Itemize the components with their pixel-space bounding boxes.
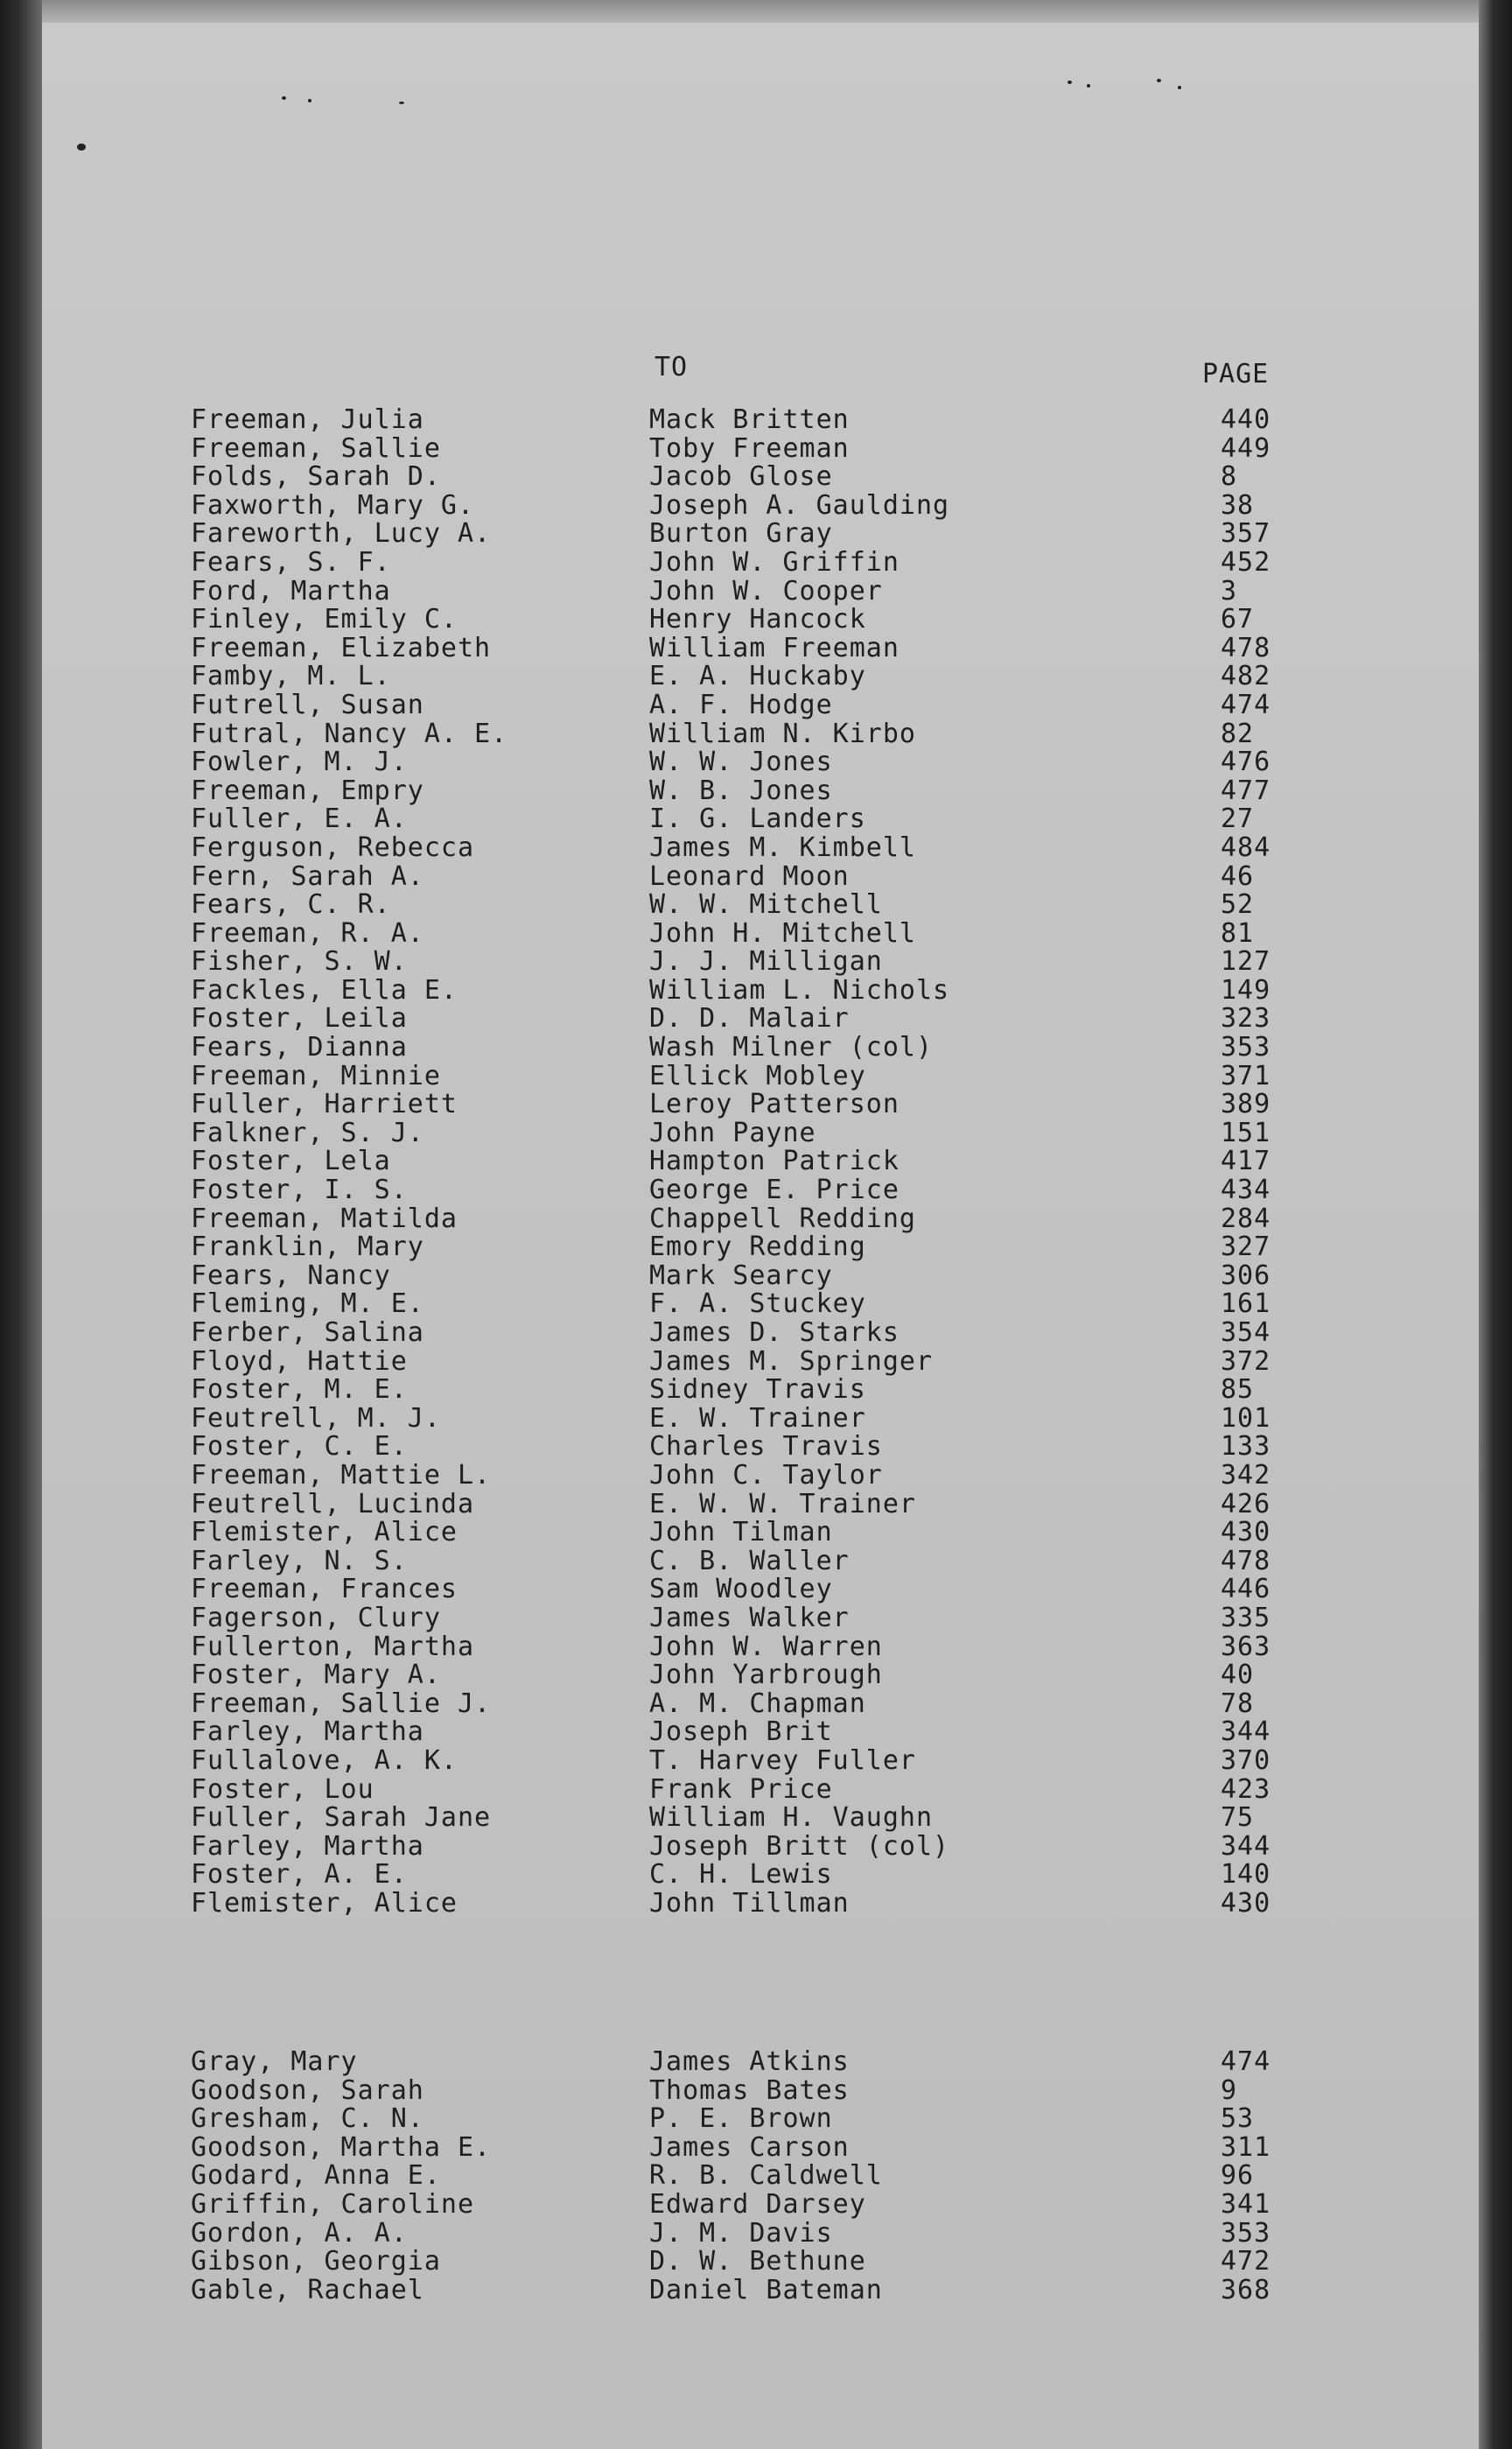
page-number: 52 [1221, 889, 1255, 921]
to-name: Joseph Brit [649, 1716, 833, 1748]
index-row [0, 1688, 1512, 1717]
to-name: Joseph A. Gaulding [649, 489, 950, 521]
index-row [0, 1061, 1512, 1090]
to-name: R. B. Caldwell [649, 2160, 883, 2192]
page-number: 417 [1221, 1146, 1271, 1177]
index-row [0, 1631, 1512, 1660]
to-name: Burton Gray [649, 518, 833, 550]
person-name: Gable, Rachael [191, 2274, 424, 2305]
page-number: 323 [1221, 1003, 1271, 1035]
to-name: William H. Vaughn [649, 1802, 934, 1834]
index-row [0, 2246, 1512, 2275]
page-number: 446 [1221, 1574, 1271, 1605]
scan-speck [308, 99, 312, 102]
page-number: 9 [1221, 2074, 1238, 2106]
to-name: Jacob Glose [649, 461, 833, 493]
index-row [0, 803, 1512, 835]
person-name: Foster, I. S. [191, 1175, 408, 1206]
page-number: 357 [1221, 518, 1271, 550]
to-name: Charles Travis [649, 1431, 883, 1463]
page-number: 372 [1221, 1345, 1271, 1377]
to-name: Wash Milner (col) [649, 1032, 934, 1063]
index-row [0, 1859, 1512, 1891]
to-name: James M. Springer [649, 1345, 934, 1377]
page-number: 430 [1221, 1517, 1271, 1548]
page-number: 368 [1221, 2274, 1271, 2305]
scan-speck [77, 144, 86, 151]
to-name: C. B. Waller [649, 1545, 850, 1576]
to-name: Sam Woodley [649, 1574, 833, 1605]
person-name: Godard, Anna E. [191, 2160, 441, 2192]
person-name: Freeman, Julia [191, 404, 424, 435]
index-row [0, 1888, 1512, 1917]
page-number: 344 [1221, 1716, 1271, 1748]
index-row [0, 604, 1512, 633]
index-row [0, 1288, 1512, 1320]
person-name: Fullerton, Martha [191, 1631, 475, 1662]
index-row [0, 433, 1512, 462]
page-number: 8 [1221, 461, 1238, 493]
page-number: 426 [1221, 1488, 1271, 1519]
person-name: Goodson, Sarah [191, 2074, 424, 2106]
person-name: Foster, Lela [191, 1146, 391, 1177]
page-number: 423 [1221, 1773, 1271, 1805]
to-name: John Payne [649, 1117, 816, 1148]
index-row [0, 1232, 1512, 1263]
to-name: Ellick Mobley [649, 1060, 866, 1091]
person-name: Farley, N. S. [191, 1545, 408, 1576]
index-row [0, 2075, 1512, 2104]
person-name: Ford, Martha [191, 575, 391, 607]
person-name: Fisher, S. W. [191, 946, 408, 978]
to-name: John W. Warren [649, 1631, 883, 1662]
page-number: 75 [1221, 1802, 1255, 1834]
to-name: Toby Freeman [649, 432, 850, 464]
person-name: Fears, C. R. [191, 889, 391, 921]
person-name: Fullalove, A. K. [191, 1744, 458, 1776]
to-name: A. F. Hodge [649, 689, 833, 720]
to-name: James D. Starks [649, 1317, 900, 1348]
page-number: 85 [1221, 1374, 1255, 1406]
index-row [0, 404, 1512, 433]
person-name: Futrell, Susan [191, 689, 424, 720]
page-number: 434 [1221, 1175, 1271, 1206]
person-name: Falkner, S. J. [191, 1117, 424, 1148]
person-name: Ferguson, Rebecca [191, 832, 475, 863]
index-row [0, 1517, 1512, 1546]
page-number: 440 [1221, 404, 1271, 435]
index-row [0, 1003, 1512, 1035]
person-name: Freeman, Sallie [191, 432, 441, 464]
to-name: William L. Nichols [649, 974, 950, 1006]
page-number: 389 [1221, 1089, 1271, 1120]
person-name: Fleming, M. E. [191, 1288, 424, 1320]
person-name: Fuller, Harriett [191, 1089, 458, 1120]
index-row [0, 461, 1512, 493]
person-name: Foster, Leila [191, 1003, 408, 1035]
person-name: Floyd, Hattie [191, 1345, 408, 1377]
to-name: D. W. Bethune [649, 2246, 866, 2277]
index-row [0, 1260, 1512, 1289]
to-name: Leonard Moon [649, 860, 850, 892]
index-row [0, 690, 1512, 719]
person-name: Gordon, A. A. [191, 2217, 408, 2249]
page-number: 371 [1221, 1060, 1271, 1091]
person-name: Freeman, Matilda [191, 1203, 458, 1234]
column-header-to: TO [654, 352, 689, 382]
index-row [0, 1203, 1512, 1232]
index-row [0, 1603, 1512, 1631]
index-row [0, 1660, 1512, 1691]
page-number: 449 [1221, 432, 1271, 464]
person-name: Freeman, R. A. [191, 917, 424, 949]
page-number: 82 [1221, 718, 1255, 749]
index-row [0, 2275, 1512, 2304]
to-name: F. A. Stuckey [649, 1288, 866, 1320]
person-name: Fareworth, Lucy A. [191, 518, 492, 550]
page-number: 430 [1221, 1887, 1271, 1919]
person-name: Famby, M. L. [191, 661, 391, 692]
person-name: Gresham, C. N. [191, 2103, 424, 2135]
index-row [0, 1403, 1512, 1432]
page-number: 484 [1221, 832, 1271, 863]
page-number: 341 [1221, 2188, 1271, 2220]
person-name: Farley, Martha [191, 1830, 424, 1862]
to-name: Thomas Bates [649, 2074, 850, 2106]
to-name: W. B. Jones [649, 775, 833, 806]
person-name: Freeman, Empry [191, 775, 424, 806]
to-name: John Tilman [649, 1517, 833, 1548]
page-number: 127 [1221, 946, 1271, 978]
to-name: Mark Searcy [649, 1260, 833, 1291]
index-row [0, 861, 1512, 890]
person-name: Flemister, Alice [191, 1517, 458, 1548]
page-number: 335 [1221, 1602, 1271, 1633]
person-name: Freeman, Mattie L. [191, 1459, 492, 1491]
person-name: Freeman, Sallie J. [191, 1688, 492, 1719]
person-name: Gray, Mary [191, 2046, 358, 2077]
to-name: J. M. Davis [649, 2217, 833, 2249]
to-name: Sidney Travis [649, 1374, 866, 1406]
page-number: 140 [1221, 1859, 1271, 1891]
to-name: E. W. W. Trainer [649, 1488, 916, 1519]
to-name: Leroy Patterson [649, 1089, 900, 1120]
index-row [0, 1089, 1512, 1118]
to-name: Edward Darsey [649, 2188, 866, 2220]
to-name: James Carson [649, 2131, 850, 2163]
index-row [0, 1431, 1512, 1463]
page-number: 53 [1221, 2103, 1255, 2135]
scan-speck [282, 96, 286, 100]
to-name: John Tillman [649, 1887, 850, 1919]
to-name: John W. Griffin [649, 546, 900, 578]
person-name: Foster, A. E. [191, 1859, 408, 1891]
to-name: Emory Redding [649, 1232, 866, 1263]
page-number: 306 [1221, 1260, 1271, 1291]
index-row [0, 775, 1512, 804]
page-number: 477 [1221, 775, 1271, 806]
person-name: Feutrell, Lucinda [191, 1488, 475, 1519]
page-number: 284 [1221, 1203, 1271, 1234]
index-row [0, 747, 1512, 778]
page-number: 78 [1221, 1688, 1255, 1719]
scan-speck [1178, 86, 1181, 89]
to-name: D. D. Malair [649, 1003, 850, 1035]
to-name: Daniel Bateman [649, 2274, 883, 2305]
page-number: 353 [1221, 2217, 1271, 2249]
page-number: 344 [1221, 1830, 1271, 1862]
index-row [0, 576, 1512, 605]
to-name: John C. Taylor [649, 1459, 883, 1491]
page-number: 149 [1221, 974, 1271, 1006]
index-row [0, 633, 1512, 662]
index-row [0, 1716, 1512, 1748]
index-row [0, 661, 1512, 690]
index-row [0, 1489, 1512, 1518]
to-name: I. G. Landers [649, 803, 866, 835]
person-name: Griffin, Caroline [191, 2188, 475, 2220]
index-row [0, 1374, 1512, 1406]
page-number: 161 [1221, 1288, 1271, 1320]
scan-top-edge [0, 0, 1512, 23]
scan-speck [1087, 84, 1090, 88]
person-name: Fuller, E. A. [191, 803, 408, 835]
person-name: Freeman, Minnie [191, 1060, 441, 1091]
to-name: John H. Mitchell [649, 917, 916, 949]
person-name: Fern, Sarah A. [191, 860, 424, 892]
person-name: Farley, Martha [191, 1716, 424, 1748]
to-name: J. J. Milligan [649, 946, 883, 978]
scan-speck [1157, 79, 1161, 82]
to-name: E. A. Huckaby [649, 661, 866, 692]
person-name: Freeman, Elizabeth [191, 632, 492, 663]
index-row [0, 1460, 1512, 1489]
page-number: 327 [1221, 1232, 1271, 1263]
to-name: John W. Cooper [649, 575, 883, 607]
index-row [0, 518, 1512, 550]
index-row [0, 2103, 1512, 2135]
page-number: 478 [1221, 1545, 1271, 1576]
index-row [0, 2160, 1512, 2192]
person-name: Fagerson, Clury [191, 1602, 441, 1633]
to-name: C. H. Lewis [649, 1859, 833, 1891]
person-name: Ferber, Salina [191, 1317, 424, 1348]
person-name: Foster, Mary A. [191, 1660, 441, 1691]
page-number: 342 [1221, 1459, 1271, 1491]
page-number: 101 [1221, 1402, 1271, 1434]
person-name: Finley, Emily C. [191, 604, 458, 635]
scan-speck [399, 102, 404, 104]
person-name: Franklin, Mary [191, 1232, 424, 1263]
page-number: 363 [1221, 1631, 1271, 1662]
index-row [0, 1574, 1512, 1603]
person-name: Futral, Nancy A. E. [191, 718, 508, 749]
page-number: 38 [1221, 489, 1255, 521]
index-row [0, 889, 1512, 921]
to-name: Chappell Redding [649, 1203, 916, 1234]
index-row [0, 1546, 1512, 1575]
page-number: 133 [1221, 1431, 1271, 1463]
page-number: 311 [1221, 2131, 1271, 2163]
index-row [0, 1175, 1512, 1206]
person-name: Feutrell, M. J. [191, 1402, 441, 1434]
person-name: Fowler, M. J. [191, 747, 408, 778]
to-name: James Walker [649, 1602, 850, 1633]
person-name: Faxworth, Mary G. [191, 489, 475, 521]
page-number: 474 [1221, 2046, 1271, 2077]
index-row [0, 918, 1512, 947]
page-number: 40 [1221, 1660, 1255, 1691]
page-number: 354 [1221, 1317, 1271, 1348]
to-name: William N. Kirbo [649, 718, 916, 749]
page-number: 472 [1221, 2246, 1271, 2277]
person-name: Foster, Lou [191, 1773, 374, 1805]
to-name: William Freeman [649, 632, 900, 663]
page-number: 46 [1221, 860, 1255, 892]
index-row [0, 1774, 1512, 1803]
to-name: James Atkins [649, 2046, 850, 2077]
to-name: John Yarbrough [649, 1660, 883, 1691]
index-row [0, 490, 1512, 519]
person-name: Fears, S. F. [191, 546, 391, 578]
to-name: A. M. Chapman [649, 1688, 866, 1719]
to-name: George E. Price [649, 1175, 900, 1206]
person-name: Fackles, Ella E. [191, 974, 458, 1006]
index-row [0, 1802, 1512, 1834]
index-row [0, 1831, 1512, 1860]
index-row [0, 1346, 1512, 1375]
scan-speck [1068, 81, 1072, 84]
page-number: 96 [1221, 2160, 1255, 2192]
index-row [0, 1118, 1512, 1147]
person-name: Fuller, Sarah Jane [191, 1802, 492, 1834]
to-name: Henry Hancock [649, 604, 866, 635]
index-row [0, 2046, 1512, 2075]
to-name: W. W. Mitchell [649, 889, 883, 921]
person-name: Gibson, Georgia [191, 2246, 441, 2277]
index-row [0, 975, 1512, 1004]
index-row [0, 1317, 1512, 1346]
person-name: Flemister, Alice [191, 1887, 458, 1919]
person-name: Freeman, Frances [191, 1574, 458, 1605]
to-name: James M. Kimbell [649, 832, 916, 863]
page-number: 478 [1221, 632, 1271, 663]
index-row [0, 1745, 1512, 1774]
page-number: 476 [1221, 747, 1271, 778]
to-name: T. Harvey Fuller [649, 1744, 916, 1776]
index-row [0, 719, 1512, 747]
to-name: Mack Britten [649, 404, 850, 435]
page-number: 353 [1221, 1032, 1271, 1063]
page-number: 67 [1221, 604, 1255, 635]
person-name: Foster, M. E. [191, 1374, 408, 1406]
page-number: 151 [1221, 1117, 1271, 1148]
column-header-page: PAGE [1202, 359, 1270, 389]
page-number: 474 [1221, 689, 1271, 720]
index-row [0, 547, 1512, 576]
index-section-g [0, 2046, 1512, 2303]
index-row [0, 2218, 1512, 2247]
person-name: Fears, Dianna [191, 1032, 408, 1063]
page-number: 452 [1221, 546, 1271, 578]
person-name: Fears, Nancy [191, 1260, 391, 1291]
person-name: Foster, C. E. [191, 1431, 408, 1463]
to-name: E. W. Trainer [649, 1402, 866, 1434]
person-name: Folds, Sarah D. [191, 461, 441, 493]
to-name: Frank Price [649, 1773, 833, 1805]
page-number: 27 [1221, 803, 1255, 835]
page-number: 482 [1221, 661, 1271, 692]
index-row [0, 1146, 1512, 1175]
page-number: 370 [1221, 1744, 1271, 1776]
person-name: Goodson, Martha E. [191, 2131, 492, 2163]
to-name: W. W. Jones [649, 747, 833, 778]
index-row [0, 2132, 1512, 2161]
to-name: Hampton Patrick [649, 1146, 900, 1177]
index-row [0, 2189, 1512, 2218]
index-row [0, 946, 1512, 978]
index-row [0, 832, 1512, 861]
to-name: Joseph Britt (col) [649, 1830, 950, 1862]
page-number: 3 [1221, 575, 1238, 607]
index-section-f [0, 404, 1512, 1919]
to-name: P. E. Brown [649, 2103, 833, 2135]
page-number: 81 [1221, 917, 1255, 949]
index-row [0, 1032, 1512, 1061]
